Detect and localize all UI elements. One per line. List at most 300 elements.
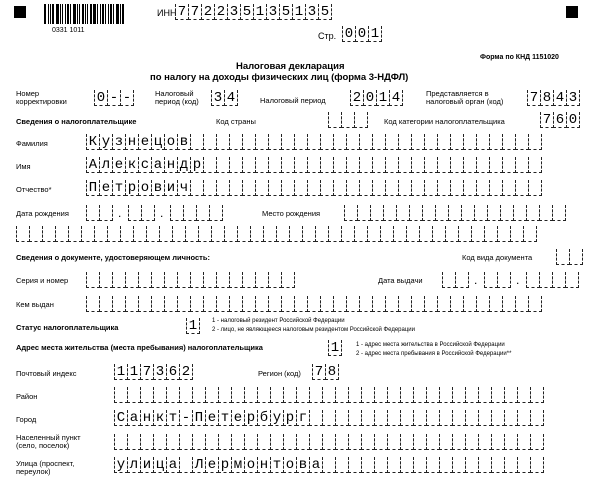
char-cell[interactable]: е (205, 410, 219, 426)
char-cell[interactable]: е (112, 157, 126, 173)
char-cell[interactable] (450, 134, 464, 150)
char-cell[interactable] (216, 272, 230, 288)
char-cell[interactable] (153, 434, 167, 450)
char-cell[interactable] (510, 226, 524, 242)
char-cell[interactable] (307, 157, 321, 173)
inn-field[interactable] (175, 4, 331, 20)
char-cell[interactable] (125, 296, 139, 312)
char-cell[interactable]: 5 (318, 4, 332, 20)
birth-month-field[interactable] (128, 205, 154, 221)
char-cell[interactable] (556, 249, 570, 265)
char-cell[interactable] (294, 157, 308, 173)
char-cell[interactable]: 1 (368, 26, 382, 42)
char-cell[interactable] (296, 387, 310, 403)
char-cell[interactable] (244, 434, 258, 450)
char-cell[interactable] (309, 434, 323, 450)
char-cell[interactable] (413, 457, 427, 473)
char-cell[interactable] (146, 226, 160, 242)
char-cell[interactable] (270, 434, 284, 450)
char-cell[interactable] (380, 226, 394, 242)
country-code-field[interactable] (328, 112, 367, 128)
char-cell[interactable] (422, 205, 436, 221)
char-cell[interactable] (393, 226, 407, 242)
birth-year-field[interactable] (170, 205, 222, 221)
char-cell[interactable] (463, 157, 477, 173)
char-cell[interactable] (257, 434, 271, 450)
char-cell[interactable] (361, 434, 375, 450)
char-cell[interactable]: 3 (566, 90, 580, 106)
char-cell[interactable]: ч (177, 180, 191, 196)
char-cell[interactable] (231, 434, 245, 450)
char-cell[interactable] (268, 180, 282, 196)
char-cell[interactable] (354, 112, 368, 128)
patronymic-field[interactable] (86, 180, 541, 196)
char-cell[interactable] (487, 205, 501, 221)
char-cell[interactable] (333, 134, 347, 150)
char-cell[interactable]: 3 (305, 4, 319, 20)
char-cell[interactable]: 0 (566, 112, 580, 128)
char-cell[interactable]: а (127, 410, 141, 426)
char-cell[interactable] (504, 434, 518, 450)
char-cell[interactable]: л (99, 157, 113, 173)
char-cell[interactable] (86, 205, 100, 221)
char-cell[interactable] (504, 457, 518, 473)
char-cell[interactable]: 7 (175, 4, 189, 20)
char-cell[interactable] (229, 180, 243, 196)
char-cell[interactable]: в (151, 180, 165, 196)
char-cell[interactable]: а (151, 157, 165, 173)
char-cell[interactable] (320, 157, 334, 173)
char-cell[interactable] (242, 157, 256, 173)
char-cell[interactable] (526, 272, 540, 288)
char-cell[interactable] (478, 434, 492, 450)
char-cell[interactable]: 2 (350, 90, 364, 106)
char-cell[interactable] (424, 134, 438, 150)
issue-day-field[interactable] (442, 272, 468, 288)
char-cell[interactable]: т (166, 410, 180, 426)
char-cell[interactable] (307, 180, 321, 196)
char-cell[interactable] (281, 272, 295, 288)
char-cell[interactable] (539, 205, 553, 221)
char-cell[interactable] (198, 226, 212, 242)
char-cell[interactable]: А (86, 157, 100, 173)
char-cell[interactable] (255, 180, 269, 196)
char-cell[interactable] (361, 457, 375, 473)
char-cell[interactable]: 2 (214, 4, 228, 20)
char-cell[interactable] (268, 134, 282, 150)
authority-code-field[interactable] (527, 90, 579, 106)
char-cell[interactable] (203, 180, 217, 196)
char-cell[interactable] (400, 457, 414, 473)
char-cell[interactable] (491, 457, 505, 473)
char-cell[interactable] (517, 434, 531, 450)
char-cell[interactable] (476, 157, 490, 173)
char-cell[interactable] (302, 226, 316, 242)
char-cell[interactable] (439, 387, 453, 403)
char-cell[interactable] (322, 457, 336, 473)
char-cell[interactable] (224, 226, 238, 242)
char-cell[interactable] (94, 226, 108, 242)
char-cell[interactable] (515, 296, 529, 312)
char-cell[interactable] (348, 387, 362, 403)
char-cell[interactable] (322, 387, 336, 403)
char-cell[interactable] (346, 180, 360, 196)
char-cell[interactable] (374, 387, 388, 403)
char-cell[interactable] (203, 134, 217, 150)
char-cell[interactable] (400, 387, 414, 403)
char-cell[interactable]: к (153, 410, 167, 426)
char-cell[interactable] (398, 296, 412, 312)
char-cell[interactable]: 0 (355, 26, 369, 42)
char-cell[interactable] (190, 296, 204, 312)
char-cell[interactable]: н (164, 157, 178, 173)
char-cell[interactable] (452, 410, 466, 426)
char-cell[interactable] (120, 226, 134, 242)
char-cell[interactable] (179, 387, 193, 403)
char-cell[interactable] (400, 434, 414, 450)
category-code-field[interactable] (540, 112, 579, 128)
char-cell[interactable] (172, 226, 186, 242)
char-cell[interactable] (151, 272, 165, 288)
char-cell[interactable] (406, 226, 420, 242)
char-cell[interactable] (476, 180, 490, 196)
char-cell[interactable] (127, 387, 141, 403)
char-cell[interactable]: 7 (540, 112, 554, 128)
char-cell[interactable] (203, 296, 217, 312)
char-cell[interactable]: 1 (253, 4, 267, 20)
char-cell[interactable] (315, 226, 329, 242)
char-cell[interactable]: г (296, 410, 310, 426)
char-cell[interactable]: С (114, 410, 128, 426)
char-cell[interactable] (203, 272, 217, 288)
char-cell[interactable] (528, 157, 542, 173)
char-cell[interactable] (68, 226, 82, 242)
char-cell[interactable] (374, 457, 388, 473)
char-cell[interactable] (426, 434, 440, 450)
char-cell[interactable] (385, 157, 399, 173)
char-cell[interactable] (426, 387, 440, 403)
char-cell[interactable]: р (190, 157, 204, 173)
char-cell[interactable] (372, 134, 386, 150)
char-cell[interactable] (463, 296, 477, 312)
doc-type-field[interactable] (556, 249, 582, 265)
char-cell[interactable] (185, 226, 199, 242)
char-cell[interactable]: т (270, 457, 284, 473)
char-cell[interactable] (465, 434, 479, 450)
char-cell[interactable] (491, 434, 505, 450)
char-cell[interactable] (359, 180, 373, 196)
char-cell[interactable] (497, 272, 511, 288)
char-cell[interactable] (296, 434, 310, 450)
char-cell[interactable]: а (166, 457, 180, 473)
char-cell[interactable]: о (283, 457, 297, 473)
char-cell[interactable]: 1 (186, 318, 200, 334)
char-cell[interactable] (231, 387, 245, 403)
char-cell[interactable] (374, 434, 388, 450)
char-cell[interactable] (281, 296, 295, 312)
char-cell[interactable] (359, 296, 373, 312)
char-cell[interactable] (281, 180, 295, 196)
char-cell[interactable] (413, 387, 427, 403)
char-cell[interactable] (400, 410, 414, 426)
page-number-field[interactable] (342, 26, 381, 42)
char-cell[interactable] (177, 272, 191, 288)
char-cell[interactable] (515, 157, 529, 173)
char-cell[interactable] (86, 296, 100, 312)
char-cell[interactable] (335, 457, 349, 473)
char-cell[interactable] (411, 157, 425, 173)
char-cell[interactable]: е (99, 180, 113, 196)
char-cell[interactable] (497, 226, 511, 242)
char-cell[interactable] (203, 157, 217, 173)
char-cell[interactable] (372, 157, 386, 173)
char-cell[interactable] (489, 157, 503, 173)
char-cell[interactable]: 5 (279, 4, 293, 20)
char-cell[interactable] (294, 134, 308, 150)
char-cell[interactable] (190, 180, 204, 196)
char-cell[interactable] (255, 296, 269, 312)
char-cell[interactable] (489, 296, 503, 312)
char-cell[interactable]: н (257, 457, 271, 473)
char-cell[interactable] (192, 387, 206, 403)
char-cell[interactable] (42, 226, 56, 242)
char-cell[interactable] (107, 226, 121, 242)
char-cell[interactable] (242, 134, 256, 150)
address-type-field[interactable] (328, 340, 341, 356)
surname-field[interactable] (86, 134, 541, 150)
char-cell[interactable]: а (309, 457, 323, 473)
char-cell[interactable] (229, 134, 243, 150)
char-cell[interactable] (374, 410, 388, 426)
char-cell[interactable] (335, 434, 349, 450)
char-cell[interactable]: р (283, 410, 297, 426)
char-cell[interactable] (125, 272, 139, 288)
name-field[interactable] (86, 157, 541, 173)
char-cell[interactable]: 0 (342, 26, 356, 42)
char-cell[interactable]: ц (151, 134, 165, 150)
char-cell[interactable] (385, 180, 399, 196)
char-cell[interactable] (211, 226, 225, 242)
char-cell[interactable]: К (86, 134, 100, 150)
char-cell[interactable] (437, 296, 451, 312)
char-cell[interactable] (244, 387, 258, 403)
char-cell[interactable] (140, 387, 154, 403)
char-cell[interactable] (452, 457, 466, 473)
char-cell[interactable] (237, 226, 251, 242)
char-cell[interactable]: у (99, 134, 113, 150)
char-cell[interactable] (99, 296, 113, 312)
char-cell[interactable] (387, 410, 401, 426)
char-cell[interactable] (463, 180, 477, 196)
char-cell[interactable] (565, 272, 579, 288)
char-cell[interactable] (396, 205, 410, 221)
char-cell[interactable] (216, 157, 230, 173)
char-cell[interactable] (517, 457, 531, 473)
char-cell[interactable] (141, 205, 155, 221)
char-cell[interactable]: 1 (114, 364, 128, 380)
char-cell[interactable] (216, 296, 230, 312)
char-cell[interactable] (502, 180, 516, 196)
char-cell[interactable] (489, 180, 503, 196)
char-cell[interactable] (255, 157, 269, 173)
char-cell[interactable] (335, 410, 349, 426)
birth-day-field[interactable] (86, 205, 112, 221)
char-cell[interactable] (385, 296, 399, 312)
char-cell[interactable] (439, 410, 453, 426)
char-cell[interactable]: в (296, 457, 310, 473)
char-cell[interactable] (250, 226, 264, 242)
char-cell[interactable]: 3 (153, 364, 167, 380)
city-field[interactable] (114, 410, 543, 426)
char-cell[interactable] (442, 272, 456, 288)
char-cell[interactable] (398, 134, 412, 150)
char-cell[interactable] (183, 205, 197, 221)
char-cell[interactable]: е (205, 457, 219, 473)
char-cell[interactable] (344, 205, 358, 221)
char-cell[interactable] (190, 272, 204, 288)
char-cell[interactable]: б (257, 410, 271, 426)
char-cell[interactable] (465, 457, 479, 473)
postal-code-field[interactable] (114, 364, 192, 380)
char-cell[interactable] (502, 157, 516, 173)
char-cell[interactable] (294, 180, 308, 196)
char-cell[interactable]: т (218, 410, 232, 426)
char-cell[interactable] (170, 205, 184, 221)
char-cell[interactable]: о (138, 180, 152, 196)
char-cell[interactable] (387, 457, 401, 473)
char-cell[interactable] (530, 457, 544, 473)
char-cell[interactable] (16, 226, 30, 242)
char-cell[interactable]: 3 (227, 4, 241, 20)
char-cell[interactable] (348, 410, 362, 426)
char-cell[interactable] (411, 134, 425, 150)
char-cell[interactable] (424, 157, 438, 173)
char-cell[interactable] (478, 457, 492, 473)
char-cell[interactable] (112, 272, 126, 288)
char-cell[interactable] (424, 296, 438, 312)
char-cell[interactable]: 0 (94, 90, 108, 106)
char-cell[interactable] (528, 134, 542, 150)
char-cell[interactable]: т (112, 180, 126, 196)
char-cell[interactable]: 8 (540, 90, 554, 106)
char-cell[interactable] (166, 434, 180, 450)
char-cell[interactable] (270, 387, 284, 403)
char-cell[interactable] (491, 410, 505, 426)
char-cell[interactable] (569, 249, 583, 265)
char-cell[interactable] (458, 226, 472, 242)
char-cell[interactable] (322, 410, 336, 426)
char-cell[interactable] (128, 205, 142, 221)
char-cell[interactable] (385, 134, 399, 150)
char-cell[interactable] (276, 226, 290, 242)
char-cell[interactable]: 1 (292, 4, 306, 20)
char-cell[interactable] (153, 387, 167, 403)
char-cell[interactable] (372, 296, 386, 312)
street-field[interactable] (114, 457, 543, 473)
char-cell[interactable] (133, 226, 147, 242)
char-cell[interactable] (500, 205, 514, 221)
char-cell[interactable] (112, 296, 126, 312)
char-cell[interactable]: с (138, 157, 152, 173)
char-cell[interactable] (530, 410, 544, 426)
char-cell[interactable] (530, 387, 544, 403)
char-cell[interactable] (283, 434, 297, 450)
char-cell[interactable] (164, 296, 178, 312)
char-cell[interactable] (328, 112, 342, 128)
char-cell[interactable] (281, 134, 295, 150)
char-cell[interactable] (114, 434, 128, 450)
char-cell[interactable] (229, 296, 243, 312)
char-cell[interactable] (218, 434, 232, 450)
char-cell[interactable]: 6 (166, 364, 180, 380)
char-cell[interactable] (114, 387, 128, 403)
char-cell[interactable] (359, 157, 373, 173)
char-cell[interactable] (523, 226, 537, 242)
char-cell[interactable]: и (164, 180, 178, 196)
char-cell[interactable]: д (177, 157, 191, 173)
char-cell[interactable] (478, 387, 492, 403)
char-cell[interactable] (229, 272, 243, 288)
char-cell[interactable] (370, 205, 384, 221)
char-cell[interactable] (471, 226, 485, 242)
char-cell[interactable] (450, 157, 464, 173)
char-cell[interactable]: - (120, 90, 134, 106)
char-cell[interactable]: 2 (201, 4, 215, 20)
char-cell[interactable]: 1 (328, 340, 342, 356)
char-cell[interactable] (474, 205, 488, 221)
char-cell[interactable] (255, 272, 269, 288)
char-cell[interactable] (140, 434, 154, 450)
char-cell[interactable] (411, 296, 425, 312)
char-cell[interactable] (216, 134, 230, 150)
char-cell[interactable] (452, 434, 466, 450)
char-cell[interactable] (484, 226, 498, 242)
char-cell[interactable]: в (177, 134, 191, 150)
char-cell[interactable]: у (270, 410, 284, 426)
char-cell[interactable] (309, 387, 323, 403)
char-cell[interactable] (409, 205, 423, 221)
char-cell[interactable] (205, 434, 219, 450)
char-cell[interactable] (372, 180, 386, 196)
char-cell[interactable] (450, 296, 464, 312)
correction-number-field[interactable] (94, 90, 133, 106)
char-cell[interactable] (242, 272, 256, 288)
char-cell[interactable] (138, 296, 152, 312)
char-cell[interactable] (320, 134, 334, 150)
char-cell[interactable]: 5 (240, 4, 254, 20)
char-cell[interactable] (552, 205, 566, 221)
char-cell[interactable] (328, 226, 342, 242)
char-cell[interactable]: 1 (376, 90, 390, 106)
char-cell[interactable]: р (244, 410, 258, 426)
char-cell[interactable] (257, 387, 271, 403)
char-cell[interactable]: 7 (188, 4, 202, 20)
char-cell[interactable]: 7 (312, 364, 326, 380)
char-cell[interactable] (504, 410, 518, 426)
char-cell[interactable] (437, 180, 451, 196)
char-cell[interactable] (346, 157, 360, 173)
char-cell[interactable] (387, 434, 401, 450)
char-cell[interactable]: и (140, 457, 154, 473)
char-cell[interactable] (357, 205, 371, 221)
char-cell[interactable] (322, 434, 336, 450)
birth-place-field-2[interactable] (16, 226, 536, 242)
char-cell[interactable]: П (192, 410, 206, 426)
char-cell[interactable] (528, 296, 542, 312)
char-cell[interactable] (426, 457, 440, 473)
char-cell[interactable]: у (114, 457, 128, 473)
char-cell[interactable]: Л (192, 457, 206, 473)
